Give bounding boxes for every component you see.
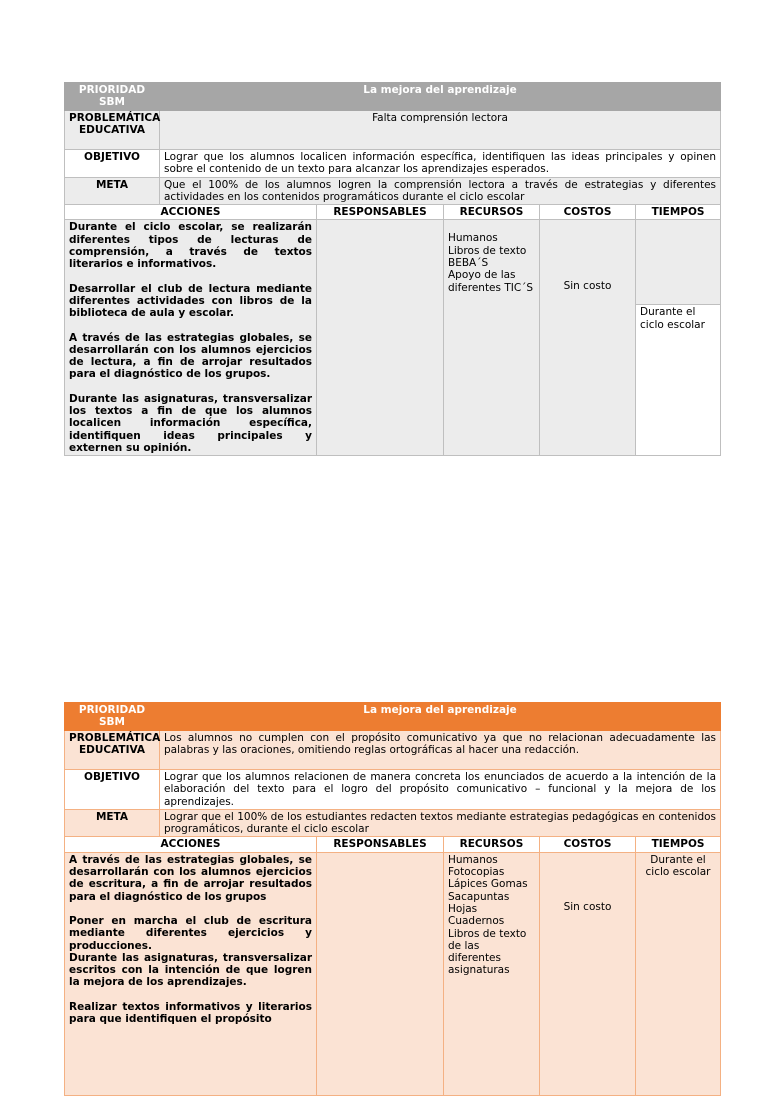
recurso-item: Humanos bbox=[448, 232, 498, 245]
accion-item: Durante las asignaturas, transversalizar los textos a fin de que los alumnos localicen información específica, identifiquen ideas principales y externen su opinión. bbox=[69, 392, 312, 454]
recurso-item: Hojas bbox=[448, 902, 478, 915]
problematica-value: Falta comprensión lectora bbox=[160, 111, 721, 150]
meta-label: META bbox=[65, 809, 160, 837]
col-responsables: RESPONSABLES bbox=[317, 205, 444, 220]
recurso-item: Sacapuntas bbox=[448, 890, 510, 903]
objetivo-label: OBJETIVO bbox=[65, 770, 160, 810]
col-recursos: RECURSOS bbox=[444, 837, 540, 852]
costos-cell: Sin costo bbox=[540, 220, 636, 456]
meta-value: Que el 100% de los alumnos logren la comprensión lectora a través de estrategias y diferentes actividades en los contenidos programáticos durante el ciclo escolar bbox=[160, 177, 721, 205]
costos-cell: Sin costo bbox=[540, 852, 636, 1095]
acciones-cell bbox=[65, 852, 317, 1095]
prioridad-value: La mejora del aprendizaje bbox=[160, 703, 721, 731]
problematica-label: PROBLEMÁTICA EDUCATIVA bbox=[65, 731, 160, 770]
recurso-item: Apoyo de las diferentes TIC´S bbox=[448, 269, 534, 294]
meta-label: META bbox=[65, 177, 160, 205]
objetivo-value: Lograr que los alumnos relacionen de manera concreta los enunciados de acuerdo a la intención de la elaboración del texto para el logro del propósito comunicativo – funcional y la mejora de los aprendizajes. bbox=[160, 770, 721, 810]
recurso-item: Lápices Gomas bbox=[448, 878, 528, 891]
problematica-value: Los alumnos no cumplen con el propósito comunicativo ya que no relacionan adecuadamente las palabras y las oraciones, omitiendo reglas ortográficas al hacer una redacción. bbox=[160, 731, 721, 770]
problematica-label: PROBLEMÁTICA EDUCATIVA bbox=[65, 111, 160, 150]
recurso-item: Libros de texto de las diferentes asignaturas bbox=[448, 927, 527, 977]
accion-item: A través de las estrategias globales, se desarrollarán con los alumnos ejercicios de escritura, a fin de arrojar resultados para el diagnóstico de los grupos bbox=[69, 853, 312, 903]
objetivo-value: Lograr que los alumnos localicen información específica, identifiquen las ideas principales y opinen sobre el contenido de un texto para alcanzar los aprendizajes esperados. bbox=[160, 150, 721, 178]
responsables-cell bbox=[317, 852, 444, 1095]
tiempos-top-cell bbox=[636, 220, 721, 305]
prioridad-label: PRIORIDAD SBM bbox=[65, 703, 160, 731]
accion-item: Durante el ciclo escolar, se realizarán diferentes tipos de lecturas de comprensión, a través de textos literarios e informativos. bbox=[69, 221, 312, 271]
acciones-cell bbox=[65, 220, 317, 456]
accion-item: Durante las asignaturas, transversalizar escritos con la intención de que logren la mejora de los aprendizajes. bbox=[69, 951, 312, 989]
plan-table-comprension-lectora bbox=[64, 82, 721, 456]
accion-item: A través de las estrategias globales, se desarrollarán con los alumnos ejercicios de lectura, a fin de arrojar resultados para el diagnóstico de los grupos. bbox=[69, 331, 312, 381]
col-responsables: RESPONSABLES bbox=[317, 837, 444, 852]
responsables-cell bbox=[317, 220, 444, 456]
plan-table-escritura bbox=[64, 702, 721, 1096]
recurso-item: Fotocopias bbox=[448, 866, 505, 879]
col-acciones: ACCIONES bbox=[65, 837, 317, 852]
recurso-item: Humanos bbox=[448, 853, 498, 866]
col-costos: COSTOS bbox=[540, 205, 636, 220]
recursos-cell bbox=[444, 852, 540, 1095]
accion-item: Desarrollar el club de lectura mediante diferentes actividades con libros de la biblioteca de aula y escolar. bbox=[69, 282, 312, 320]
objetivo-label: OBJETIVO bbox=[65, 150, 160, 178]
col-acciones: ACCIONES bbox=[65, 205, 317, 220]
accion-item: Realizar textos informativos y literarios para que identifiquen el propósito bbox=[69, 1000, 312, 1026]
prioridad-label: PRIORIDAD SBM bbox=[65, 83, 160, 111]
col-tiempos: TIEMPOS bbox=[636, 837, 721, 852]
recurso-item: BEBA´S bbox=[448, 257, 489, 270]
recurso-item: Libros de texto bbox=[448, 244, 527, 257]
col-tiempos: TIEMPOS bbox=[636, 205, 721, 220]
tiempos-cell: Durante el ciclo escolar bbox=[636, 852, 721, 1095]
col-recursos: RECURSOS bbox=[444, 205, 540, 220]
accion-item: Poner en marcha el club de escritura mediante diferentes ejercicios y producciones. bbox=[69, 914, 312, 952]
recurso-item: Cuadernos bbox=[448, 915, 505, 928]
recursos-cell bbox=[444, 220, 540, 456]
prioridad-value: La mejora del aprendizaje bbox=[160, 83, 721, 111]
col-costos: COSTOS bbox=[540, 837, 636, 852]
tiempos-cell: Durante el ciclo escolar bbox=[636, 305, 721, 456]
meta-value: Lograr que el 100% de los estudiantes redacten textos mediante estrategias pedagógicas en contenidos programáticos, durante el ciclo escolar bbox=[160, 809, 721, 837]
